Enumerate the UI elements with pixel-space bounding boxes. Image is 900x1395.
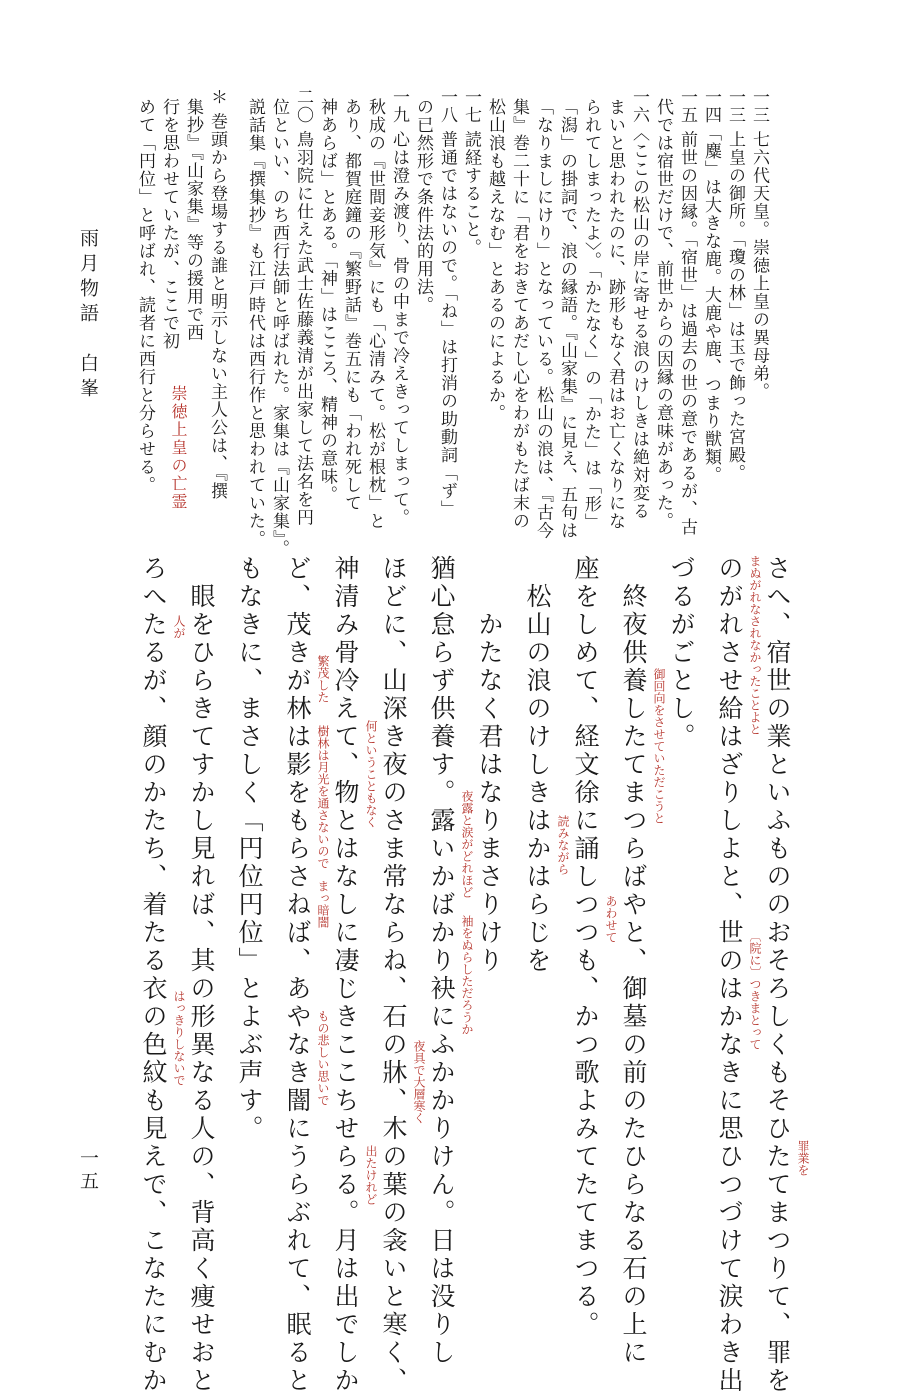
gloss: まっ暗闇: [316, 880, 330, 928]
note-line: 一六〈ここの松山の岸に寄せる浪のけしきは絶対変る: [629, 88, 649, 520]
note-line: 位といい、のち西行法師と呼ばれた。家集は『山家集』。: [269, 98, 289, 558]
gloss: あわせて: [604, 895, 618, 943]
gloss: 何ということもなく: [364, 720, 378, 828]
note-line: まいと思われたのに、跡形もなく君はお亡くなりにな: [605, 98, 625, 530]
note-line: 秋成の『世間妾形気』にも「心清みて。松が根枕」と: [365, 98, 385, 530]
note-line: 二〇 鳥羽院に仕えた武士佐藤義清が出家して法名を円: [293, 88, 313, 527]
note-line: 「なりましにけり」となっている。松山の浪は、『古今: [533, 98, 553, 540]
body-line: づるがごとし。: [667, 555, 696, 751]
note-line: あり、都賀庭鐘の『繁野話』巻五にも「われ死して: [341, 98, 361, 512]
note-line: 一三 七六代天皇。崇徳上皇の異母弟。: [749, 88, 769, 401]
note-line: 一四「麋」は大きな鹿。大鹿や鹿、つまり獣類。: [701, 88, 721, 484]
note-line: の已然形で条件法的用法。: [413, 98, 433, 314]
note-line: 一七 読経すること。: [461, 88, 481, 257]
gloss: 人が: [172, 615, 186, 639]
gloss: 樹林は月光を通さないので: [316, 725, 330, 869]
note-line: 一三 上皇の御所。「瓊の林」は玉で飾った宮殿。: [725, 88, 745, 482]
gloss: 読みながら: [556, 815, 570, 875]
gloss: 〔院に〕つきまとって: [748, 930, 762, 1050]
gloss: もの悲しい思いで: [316, 1010, 330, 1106]
body-line: のがれさせ給はざりしよと、世のはかなきに思ひつづけて涙わき出: [715, 555, 744, 1395]
note-line: 一五 前世の因縁。「宿世」は過去の世の意であるが、古: [677, 88, 697, 536]
gloss: 御回向をさせていただこうと: [652, 668, 666, 824]
gloss: 夜露と涙がどれほど: [460, 790, 474, 898]
gloss: 夜具で大層寒く: [412, 1040, 426, 1124]
body-line: 松山の浪のけしきはかはらじを: [523, 583, 552, 975]
body-line: ろへたるが、顔のかたち、着たる衣の色紋も見えで、こなたにむか: [139, 555, 168, 1395]
note-line: 説話集『撰集抄』も江戸時代は西行作と思われていた。: [245, 98, 265, 548]
note-line: 一八 普通ではないので。「ね」は打消の助動詞「ず」: [437, 88, 457, 518]
note-line: 松山浪も越えなむ」とあるのによるか。: [485, 98, 505, 422]
body-line: 座をしめて、経文徐に誦しつつも、かつ歌よみてたてまつる。: [571, 555, 600, 1339]
note-line: 集』巻二十に「君をおきてあだし心をわがもたば末の: [509, 98, 529, 530]
asterisk-note-line: ＊ 巻頭から登場する誰と明示しない主人公は、『撰: [207, 88, 227, 500]
note-line: 「潟」の掛詞で、浪の縁語。『山家集』に見え、五句は: [557, 98, 577, 540]
gloss: まぬがれなされなかったことよと: [748, 555, 762, 735]
running-title: 雨月物語 白峯: [77, 228, 99, 403]
body-line: ほどに、山深き夜のさま常ならね、石の牀、木の葉の衾いと寒く、: [379, 555, 408, 1395]
gloss: 出たけれど: [364, 1145, 378, 1205]
note-line: 一九 心は澄み渡り、骨の中まで冷えきってしまって。: [389, 88, 409, 527]
asterisk-note-line: 集抄』『山家集』等の援用で西: [183, 98, 203, 342]
asterisk-note-line: 行を思わせていたが、ここで初: [159, 98, 179, 350]
body-line: ど、茂きが林は影をもらさねば、あやなき闇にうらぶれて、眠ると: [283, 555, 312, 1395]
note-line: 代では宿世だけで、前世からの因縁の意味があった。: [653, 98, 673, 530]
body-line: さへ、宿世の業といふもののおそろしくもそひたてまつりて、罪を: [763, 555, 792, 1395]
gloss: 袖をぬらしただろうか: [460, 915, 474, 1035]
body-line: 神清み骨冷えて、物とはなしに凄じきここちせらる。月は出でしか: [331, 555, 360, 1395]
body-line: 終夜供養したてまつらばやと、御墓の前のたひらなる石の上に: [619, 583, 648, 1367]
sidebar-heading: 崇徳上皇の亡霊: [169, 385, 188, 511]
note-line: られてしまったよ〉。「かたなく」の「かた」は「形」: [581, 98, 601, 531]
page-number: 一五: [77, 1148, 99, 1194]
note-line: 神あらば」とある。「神」はこころ、精神の意味。: [317, 98, 337, 504]
gloss: 罪業を: [796, 1140, 810, 1176]
asterisk-note-line: めて「円位」と呼ばれ、読者に西行と分らせる。: [135, 98, 155, 494]
body-line: 眼をひらきてすかし見れば、其の形異なる人の、背高く痩せおと: [187, 583, 216, 1395]
body-line: 猶心怠らず供養す。露いかばかり袂にふかかりけん。日は没りし: [427, 555, 456, 1367]
gloss: 繁茂した: [316, 655, 330, 703]
body-line: かたなく君はなりまさりけり: [475, 611, 504, 975]
body-line: もなきに、まさしく「円位円位」とよぶ声す。: [235, 555, 264, 1143]
gloss: はっきりしないで: [172, 990, 186, 1086]
